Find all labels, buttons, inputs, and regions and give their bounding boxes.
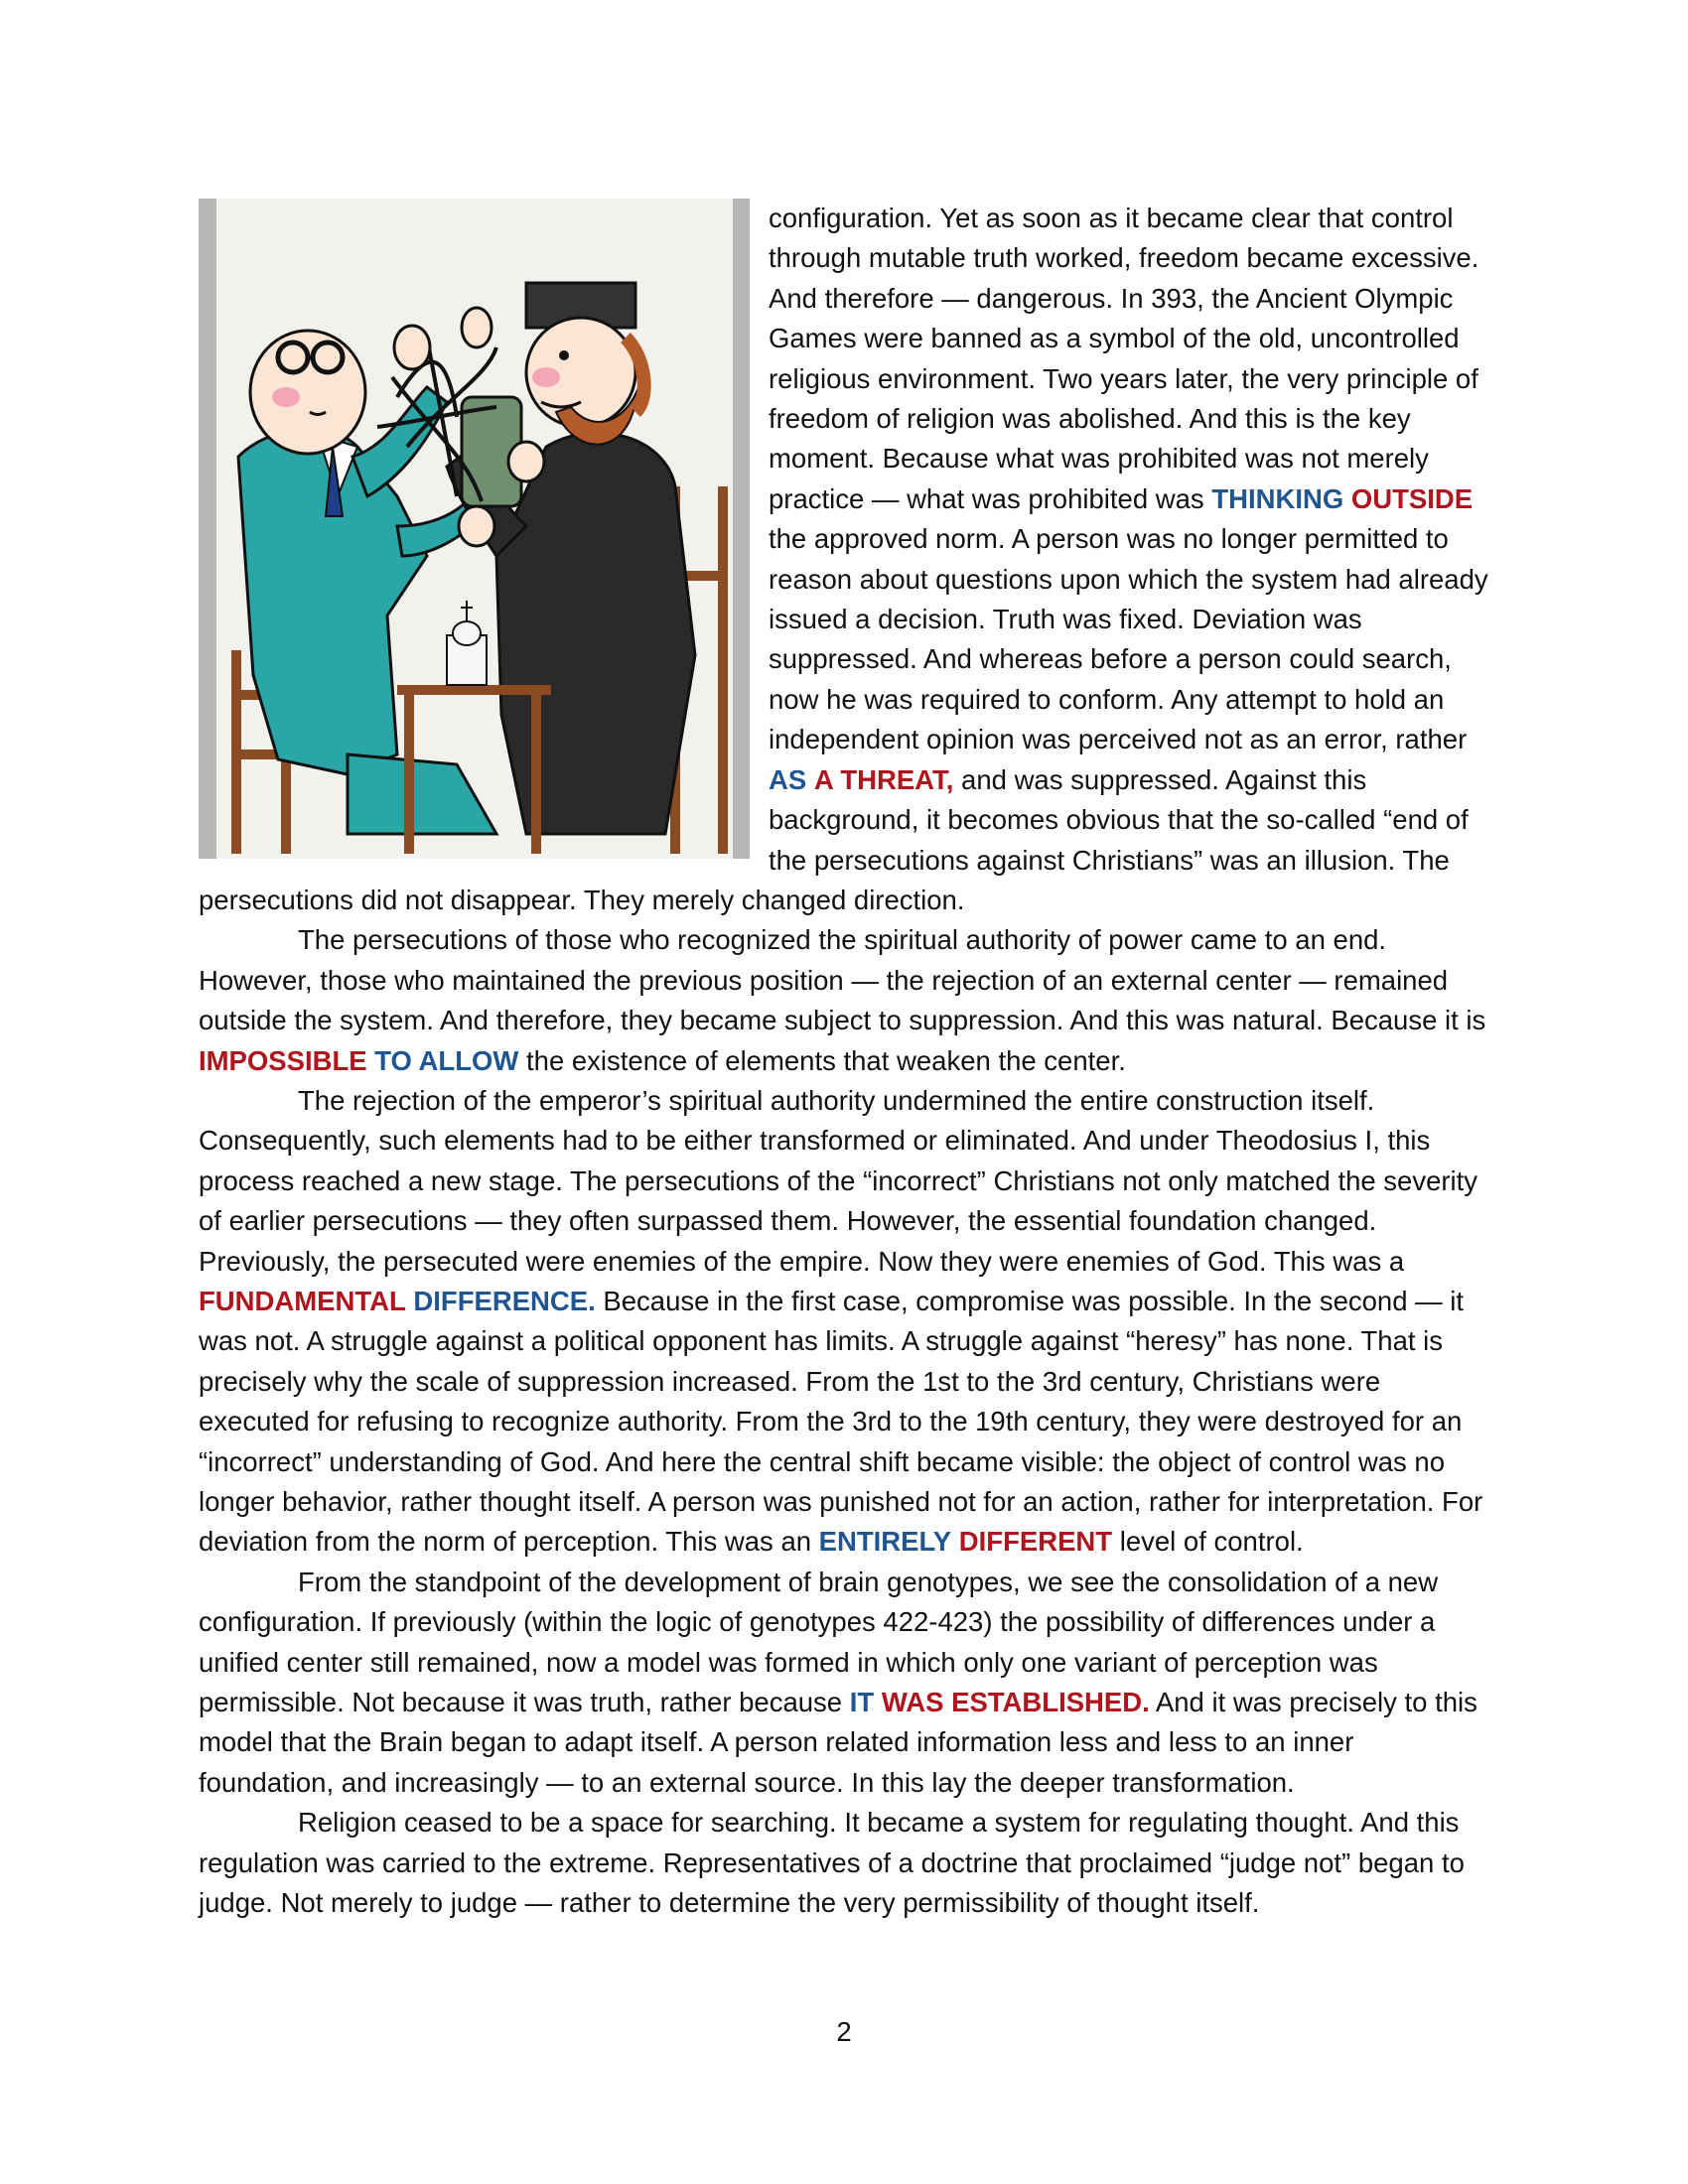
paragraph-1-text-c: and was suppressed. Against this background, it becomes obvious that the so-called “end of the persecutions against Christians” was an illusion. The persecutions did not disappear. They merely changed direction. bbox=[199, 763, 1469, 915]
paragraph-1-text-b: the approved norm. A person was no longer permitted to reason about questions upon which the system had already issued a decision. Truth was fixed. Deviation was suppressed. And whereas before a person could search, now he was required to conform. Any attempt to hold an independent opinion was perceived not as an error, rather bbox=[769, 523, 1488, 755]
highlight-difference: DIFFERENCE. bbox=[413, 1285, 596, 1316]
highlight-fundamental: FUNDAMENTAL bbox=[199, 1285, 406, 1316]
paragraph-2-text-b: the existence of elements that weaken the center. bbox=[518, 1044, 1126, 1076]
paragraph-3-text-b: Because in the first case, compromise was possible. In the second — it was not. A struggle against a political opponent has limits. A struggle against “heresy” has none. That is precisely why the scale of suppression increased. From the 1st to the 3rd century, Christians were executed for refusing to recognize authority. From the 3rd to the 19th century, they were destroyed for an “incorrect” understanding of God. And here the central shift became visible: the object of control was no longer behavior, rather thought itself. A person was punished not for an action, rather for interpretation. For deviation from the norm of perception. This was an bbox=[199, 1285, 1483, 1558]
highlight-impossible: IMPOSSIBLE bbox=[199, 1044, 367, 1076]
paragraph-3-text-c: level of control. bbox=[1112, 1526, 1304, 1558]
two-men-chess-pieces-illustration-icon bbox=[199, 199, 750, 859]
highlight-thinking: THINKING bbox=[1211, 482, 1344, 514]
highlight-as: AS bbox=[769, 763, 807, 795]
page-number: 2 bbox=[836, 2016, 852, 2047]
paragraph-5 bbox=[199, 1803, 1491, 1923]
highlight-was-established: WAS ESTABLISHED. bbox=[881, 1687, 1150, 1718]
highlight-it: IT bbox=[849, 1687, 875, 1718]
paragraph-5-text: Religion ceased to be a space for searching. It became a system for regulating thought. And this regulation was carried to the extreme. Representatives of a doctrine that proclaimed “judge not” began to judge. Not merely to judge — rather to determine the very permissibility of thought itself. bbox=[199, 1807, 1465, 1919]
paragraph-4-text-b: And it was precisely to this model that the Brain began to adapt itself. A person related information less and less to an inner foundation, and increasingly — to an external source. In this lay the deeper transformation. bbox=[199, 1687, 1477, 1798]
paragraph-3 bbox=[199, 1081, 1491, 1563]
highlight-different: DIFFERENT bbox=[958, 1526, 1113, 1558]
highlight-outside: OUTSIDE bbox=[1350, 482, 1474, 514]
paragraph-2 bbox=[199, 920, 1491, 1081]
highlight-to-allow: TO ALLOW bbox=[374, 1044, 519, 1076]
page-body bbox=[199, 199, 1491, 1923]
highlight-a-threat: A THREAT, bbox=[813, 763, 954, 795]
paragraph-2-text-a: The persecutions of those who recognized the spiritual authority of power came to an end. However, those who maintained the previous position — the rejection of an external center — remained outside the system. And therefore, they became subject to suppression. And this was natural. Because it is bbox=[199, 924, 1486, 1036]
paragraph-1-text-a: configuration. Yet as soon as it became clear that control through mutable truth worked, freedom became excessive. And therefore — dangerous. In 393, the Ancient Olympic Games were banned as a symbol of the old, uncontrolled religious environment. Two years later, the very principle of freedom of religion was abolished. And this is the key moment. Because what was prohibited was not merely practice — what was prohibited was bbox=[769, 203, 1479, 514]
paragraph-4-text-a: From the standpoint of the development of brain genotypes, we see the consolidation of a new configuration. If previously (within the logic of genotypes 422-423) the possibility of differences under a unified center still remained, now a model was formed in which only one variant of perception was permissible. Not because it was truth, rather because bbox=[199, 1566, 1439, 1718]
illustration-figure bbox=[199, 199, 750, 859]
highlight-entirely: ENTIRELY bbox=[818, 1526, 952, 1558]
paragraph-4 bbox=[199, 1563, 1491, 1803]
paragraph-3-text-a: The rejection of the emperor’s spiritual authority undermined the entire construction itself. Consequently, such elements had to be either transformed or eliminated. And under Theodosius I, this process reached a new stage. The persecutions of the “incorrect” Christians not only matched the severity of earlier persecutions — they often surpassed them. However, the essential foundation changed. Previously, the persecuted were enemies of the empire. Now they were enemies of God. This was a bbox=[199, 1084, 1478, 1277]
